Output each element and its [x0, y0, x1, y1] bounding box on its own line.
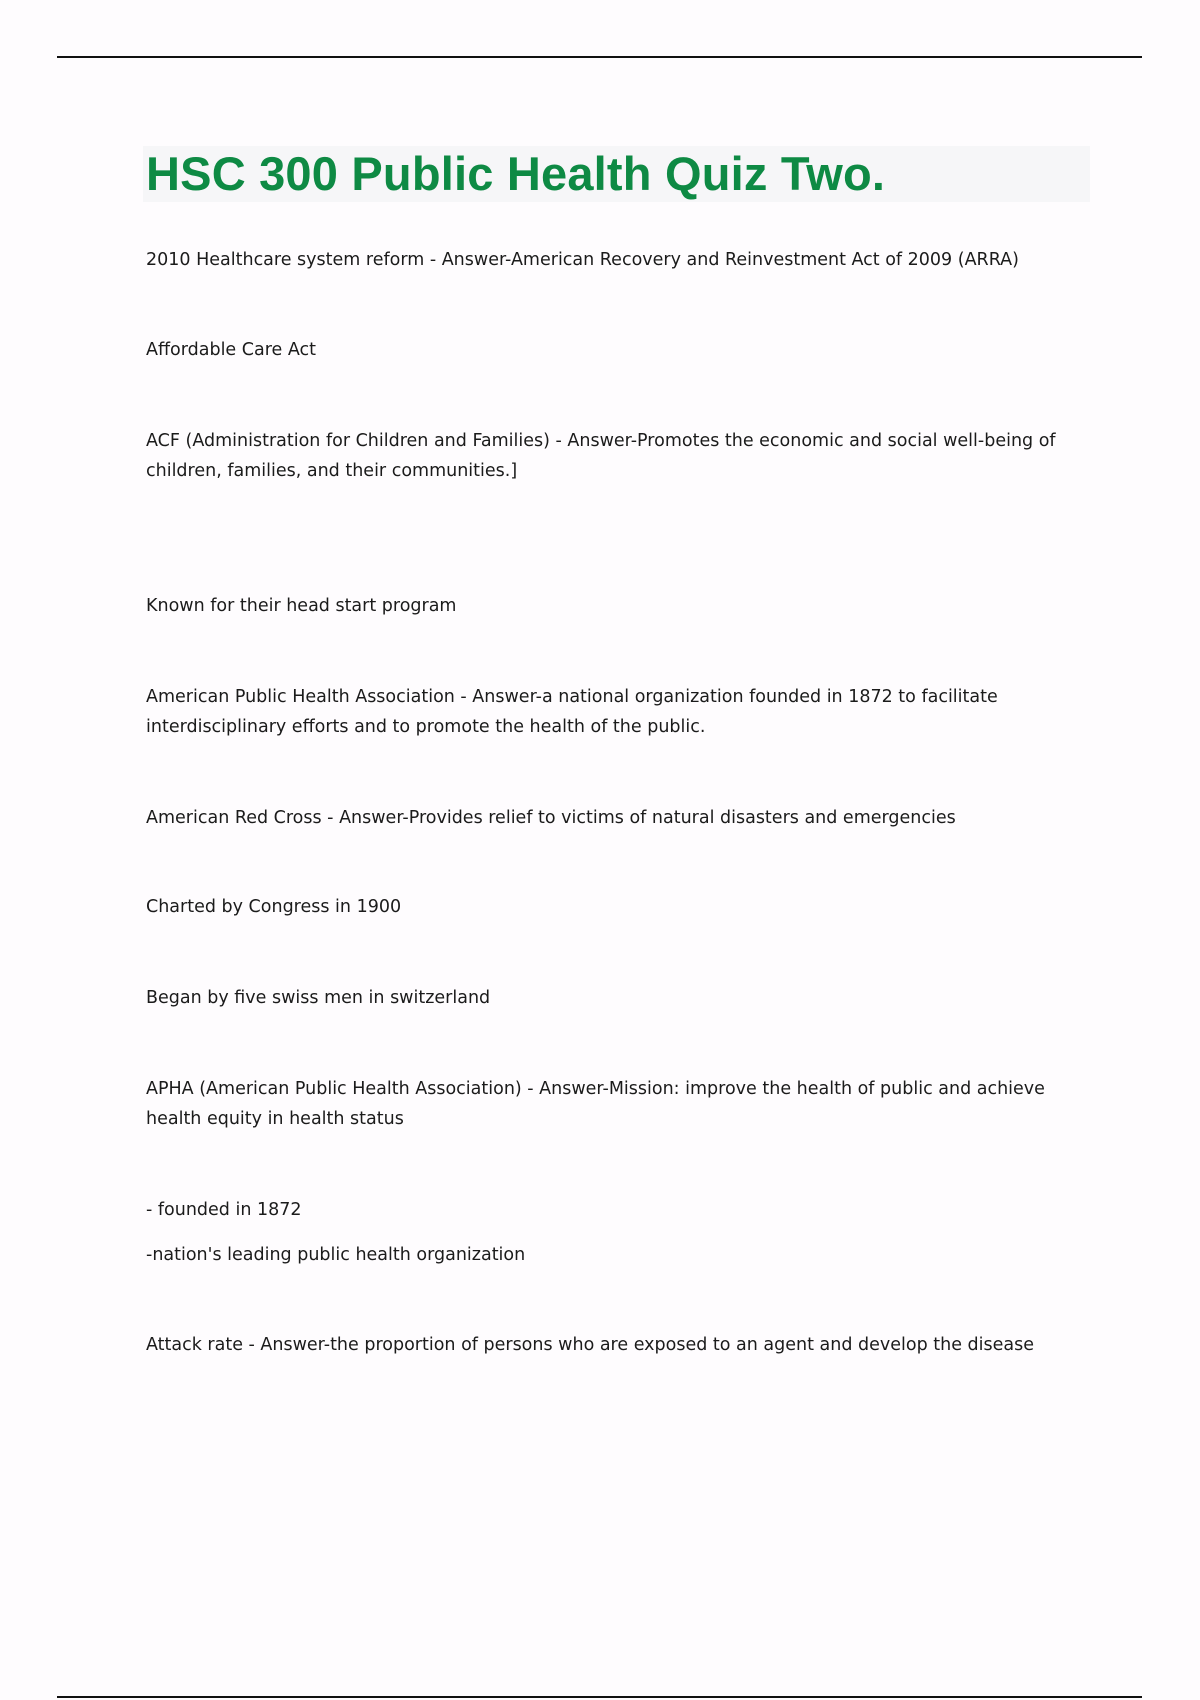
paragraph-red-cross: American Red Cross - Answer-Provides relief to victims of natural disasters and emergencies [146, 808, 956, 828]
paragraph-leading-organization: -nation's leading public health organization [146, 1245, 526, 1265]
paragraph-five-swiss-men: Began by five swiss men in switzerland [146, 988, 491, 1008]
title-band [143, 146, 1090, 202]
paragraph-apha-association: American Public Health Association - Answer-a national organization founded in 1872 to facilitate interdisciplinary efforts and to promote the health of the public. [146, 687, 998, 737]
paragraph-head-start: Known for their head start program [146, 596, 457, 616]
paragraph-healthcare-reform: 2010 Healthcare system reform - Answer-American Recovery and Reinvestment Act of 2009 (ARRA) [146, 250, 1019, 270]
top-rule [57, 56, 1142, 58]
paragraph-acf: ACF (Administration for Children and Families) - Answer-Promotes the economic and social well-being of children, families, and their communities.] [146, 431, 1056, 481]
document-title: HSC 300 Public Health Quiz Two. [146, 147, 886, 200]
paragraph-founded-1872: - founded in 1872 [146, 1200, 302, 1220]
paragraph-attack-rate: Attack rate - Answer-the proportion of persons who are exposed to an agent and develop the disease [146, 1335, 1034, 1355]
bottom-rule [57, 1696, 1142, 1698]
paragraph-affordable-care-act: Affordable Care Act [146, 340, 316, 360]
paragraph-charted-congress: Charted by Congress in 1900 [146, 897, 402, 917]
paragraph-apha-mission: APHA (American Public Health Association) - Answer-Mission: improve the health of public and achieve health equity in health status [146, 1079, 1045, 1129]
